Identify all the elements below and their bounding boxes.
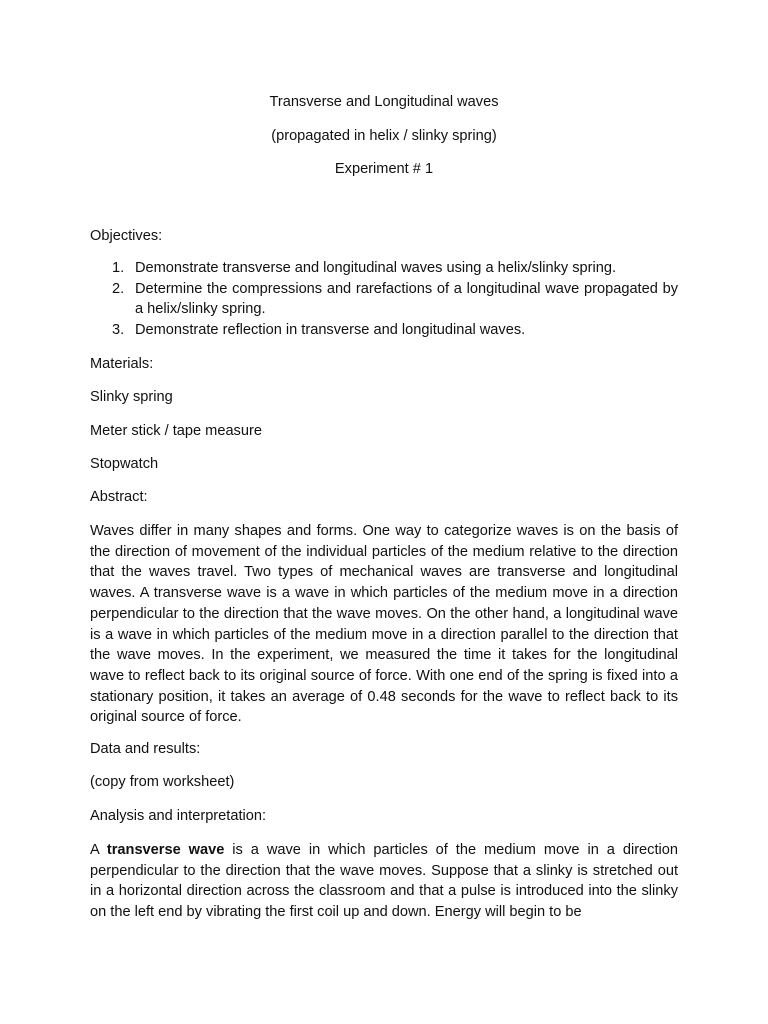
analysis-prefix: A — [90, 842, 107, 858]
list-item — [90, 279, 678, 320]
abstract-paragraph: Waves differ in many shapes and forms. One way to categorize waves is on the basis of the direction of movement of the individual particles of the medium relative to the direction that the waves travel. Two types of mechanical waves are transverse and longitudinal waves. A transverse wave is a wave in which particles of the medium move in a direction perpendicular to the direction that the wave moves. On the other hand, a longitudinal wave is a wave in which particles of the medium move in a direction parallel to the direction that the wave moves. In the experiment, we measured the time it takes for the longitudinal wave to reflect back to its original source of force. With one end of the spring is fixed into a stationary position, it takes an average of 0.48 seconds for the wave to reflect back to its original source of force. — [90, 523, 678, 726]
document-subtitle: (propagated in helix / slinky spring) — [271, 128, 497, 144]
list-item-number: 3. — [112, 322, 125, 339]
objectives-list — [90, 258, 678, 341]
list-item-text: Determine the compressions and rarefactions of a longitudinal wave propagated by a helix/slinky spring. — [135, 280, 678, 318]
experiment-label: Experiment # 1 — [334, 161, 434, 177]
list-item-number: 1. — [112, 260, 125, 276]
data-results-note: (copy from worksheet) — [90, 774, 235, 790]
analysis-paragraph — [90, 840, 678, 923]
list-item-text: Demonstrate reflection in transverse and longitudinal waves. — [135, 322, 526, 339]
list-item — [90, 320, 678, 341]
material-item: Slinky spring — [90, 389, 173, 405]
data-results-heading: Data and results: — [90, 741, 201, 757]
list-item-number: 2. — [112, 280, 125, 297]
list-item-text: Demonstrate transverse and longitudinal waves using a helix/slinky spring. — [135, 260, 617, 276]
analysis-text: is a wave in which particles of the medium move in a direction perpendicular to the direction that the wave moves. Suppose that a slinky is stretched out in a horizontal direction across the classroom and that a pulse is introduced into the slinky on the left end by vibrating the first coil up and down. Energy will begin to be — [90, 842, 679, 921]
abstract-heading: Abstract: — [90, 489, 148, 505]
materials-heading: Materials: — [90, 356, 154, 372]
material-item: Meter stick / tape measure — [90, 423, 262, 439]
analysis-heading: Analysis and interpretation: — [90, 808, 267, 824]
list-item — [90, 258, 678, 279]
objectives-heading: Objectives: — [90, 228, 163, 244]
analysis-term: transverse wave — [106, 842, 225, 858]
document-title: Transverse and Longitudinal waves — [269, 94, 499, 110]
material-item: Stopwatch — [90, 456, 159, 472]
